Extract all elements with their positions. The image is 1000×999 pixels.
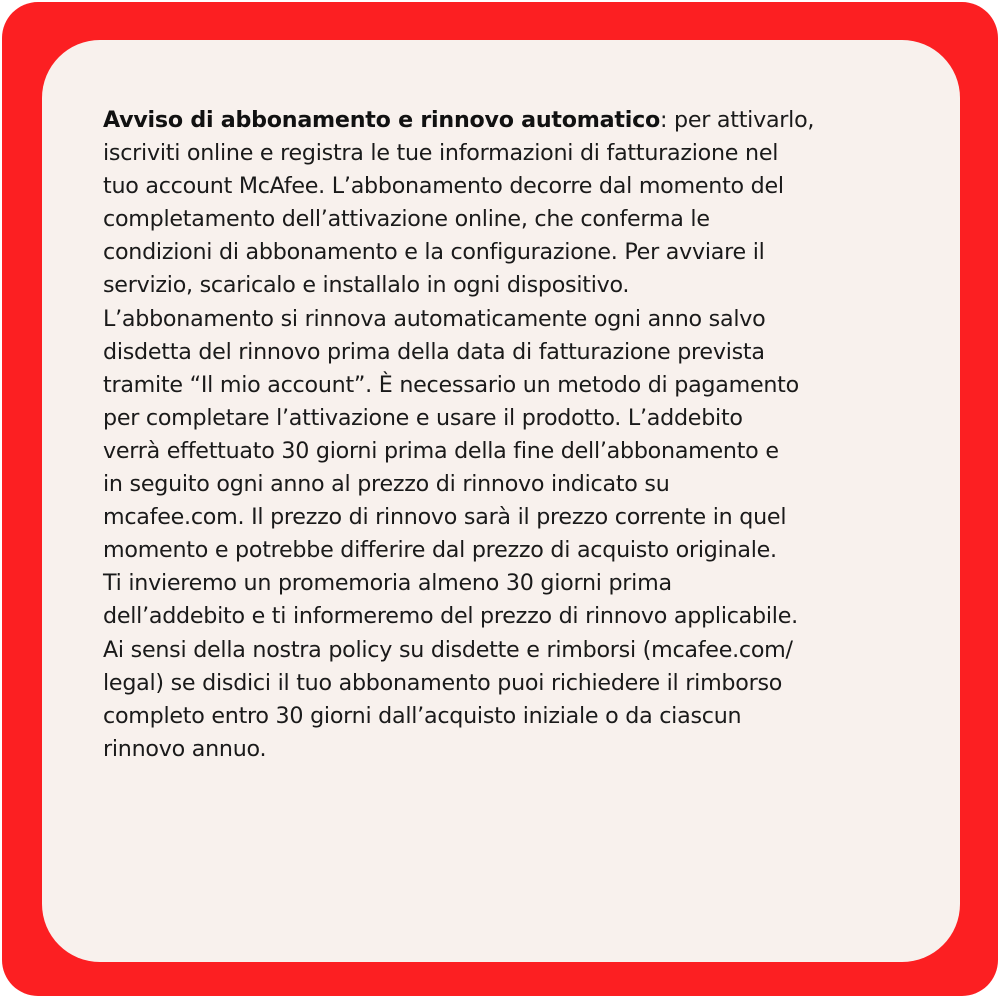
notice-line-0 xyxy=(103,104,933,137)
notice-line: iscriviti online e registra le tue informazioni di fatturazione nel xyxy=(103,140,779,167)
notice-line: rinnovo annuo. xyxy=(103,735,267,762)
notice-line: condizioni di abbonamento e la configurazione. Per avviare il xyxy=(103,239,765,266)
notice-line: Ti invieremo un promemoria almeno 30 giorni prima xyxy=(103,570,672,597)
notice-line: disdetta del rinnovo prima della data di fatturazione prevista xyxy=(103,338,765,365)
notice-line: momento e potrebbe differire dal prezzo di acquisto originale. xyxy=(103,537,777,564)
notice-line: completamento dell’attivazione online, che conferma le xyxy=(103,206,710,233)
notice-line: verrà effettuato 30 giorni prima della fine dell’abbonamento e xyxy=(103,437,779,464)
notice-line: mcafee.com. Il prezzo di rinnovo sarà il prezzo corrente in quel xyxy=(103,504,787,531)
notice-line: in seguito ogni anno al prezzo di rinnovo indicato su xyxy=(103,471,670,498)
notice-line: per completare l’attivazione e usare il prodotto. L’addebito xyxy=(103,404,743,431)
notice-line: completo entro 30 giorni dall’acquisto iniziale o da ciascun xyxy=(103,702,742,729)
notice-line: Ai sensi della nostra policy su disdette e rimborsi (mcafee.com/ xyxy=(103,636,793,663)
subscription-notice xyxy=(103,104,933,766)
notice-line: tramite “Il mio account”. È necessario un metodo di pagamento xyxy=(103,371,799,398)
notice-line: L’abbonamento si rinnova automaticamente ogni anno salvo xyxy=(103,305,766,332)
notice-heading: Avviso di abbonamento e rinnovo automatico xyxy=(103,107,660,133)
notice-line: legal) se disdici il tuo abbonamento puoi richiedere il rimborso xyxy=(103,669,783,696)
notice-line: tuo account McAfee. L’abbonamento decorre dal momento del xyxy=(103,173,784,200)
notice-heading-suffix: : per attivarlo, xyxy=(659,107,815,133)
notice-line: servizio, scaricalo e installalo in ogni dispositivo. xyxy=(103,272,630,299)
notice-line: dell’addebito e ti informeremo del prezzo di rinnovo applicabile. xyxy=(103,603,798,630)
